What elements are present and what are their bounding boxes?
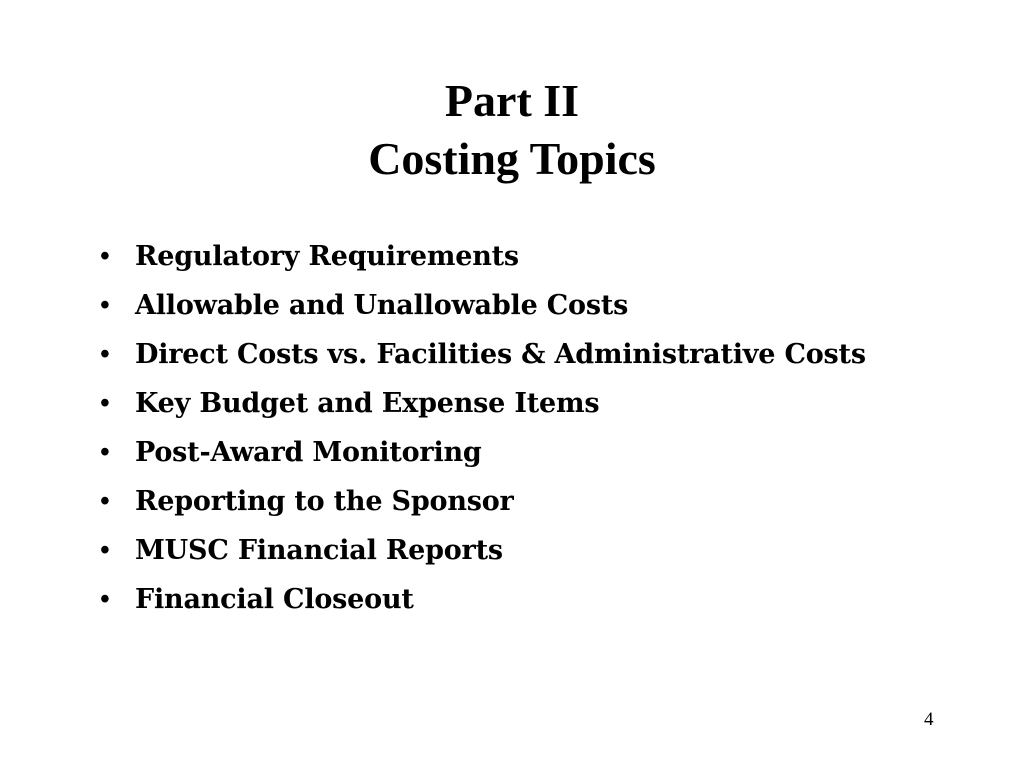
bullet-icon: • [100, 535, 110, 566]
bullet-icon: • [100, 437, 110, 468]
bullet-icon: • [100, 388, 110, 419]
bullet-text: Financial Closeout [135, 584, 414, 615]
bullet-icon: • [100, 339, 110, 370]
bullet-text: Direct Costs vs. Facilities & Administrative Costs [135, 339, 866, 370]
bullet-text: Reporting to the Sponsor [135, 486, 514, 517]
bullet-text: Regulatory Requirements [135, 241, 519, 272]
bullet-text: Key Budget and Expense Items [135, 388, 600, 419]
bullet-text: Post-Award Monitoring [135, 437, 482, 468]
bullet-text: Allowable and Unallowable Costs [135, 290, 629, 321]
bullet-icon: • [100, 241, 110, 272]
page-number: 4 [924, 709, 934, 730]
bullet-text: MUSC Financial Reports [135, 535, 503, 566]
bullet-icon: • [100, 486, 110, 517]
slide-title [0, 72, 1024, 188]
title-line-part: Part II [444, 75, 580, 126]
bullet-icon: • [100, 290, 110, 321]
title-line-topic: Costing Topics [368, 133, 656, 184]
bullet-icon: • [100, 584, 110, 615]
